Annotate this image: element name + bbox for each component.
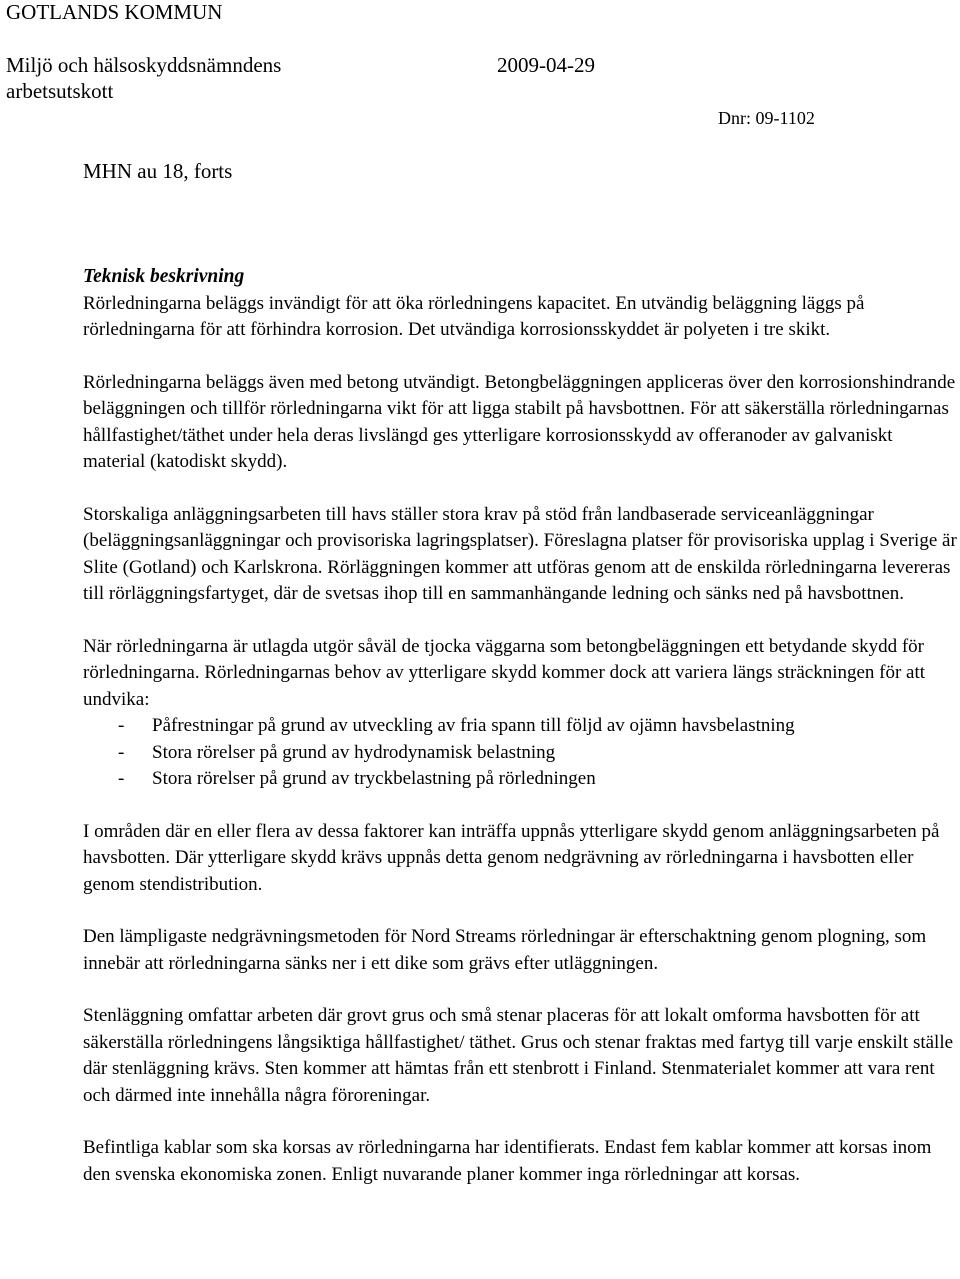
paragraph: Den lämpligaste nedgrävningsmetoden för Nord Streams rörledningar är efterschaktning genom plogning, som innebär att rörledningarna sänks ner i ett dike som grävs efter utläggningen. xyxy=(83,926,927,974)
document-date: 2009-04-29 xyxy=(497,53,595,77)
list-item: - Stora rörelser på grund av tryckbelastning på rörledningen xyxy=(83,766,958,793)
paragraph: Rörledningarna beläggs invändigt för att öka rörledningens kapacitet. En utvändig beläggning läggs på rörledningarna för att förhindra korrosion. Det utvändiga korrosionsskyddet är polyeten i tre skikt. xyxy=(83,292,865,340)
diary-number: Dnr: 09-1102 xyxy=(718,108,815,128)
section-reference: MHN au 18, forts xyxy=(83,159,233,183)
list-item: - Stora rörelser på grund av hydrodynamisk belastning xyxy=(83,740,958,767)
paragraph: När rörledningarna är utlagda utgör såväl de tjocka väggarna som betongbeläggningen ett betydande skydd för rörledningarna. Rörledningarnas behov av ytterligare skydd kommer dock att variera längs sträckningen för att undvika: xyxy=(83,635,926,710)
risk-list xyxy=(83,713,958,793)
organization-name: GOTLANDS KOMMUN xyxy=(6,0,223,24)
section-title: Teknisk beskrivning xyxy=(83,266,245,287)
document-body xyxy=(83,264,958,1214)
committee-text: Miljö och hälsoskyddsnämndens arbetsutskott xyxy=(6,53,282,103)
list-item: - Påfrestningar på grund av utveckling av fria spann till följd av ojämn havsbelastning xyxy=(83,713,958,740)
paragraph: Rörledningarna beläggs även med betong utvändigt. Betongbeläggningen appliceras över den korrosionshindrande beläggningen och tillför rörledningarna vikt för att ligga stabilt på havsbottnen. För att säkerställa rörledningarnas hållfastighet/täthet under hela deras livslängd ges ytterligare korrosionsskydd av offeranoder av galvaniskt material (katodiskt skydd). xyxy=(83,371,956,472)
paragraph: Storskaliga anläggningsarbeten till havs ställer stora krav på stöd från landbaserade serviceanläggningar (beläggningsanläggningar och provisoriska lagringsplatser). Föreslagna platser för provisoriska upplag i Sverige är Slite (Gotland) och Karlskrona. Rörläggningen kommer att utföras genom att de enskilda rörledningarna levereras till rörläggningsfartyget, där de svetsas ihop till en sammanhängande ledning och sänks ned på havsbottnen. xyxy=(83,503,957,604)
paragraph: I områden där en eller flera av dessa faktorer kan inträffa uppnås ytterligare skydd genom anläggningsarbeten på havsbotten. Där ytterligare skydd krävs uppnås detta genom nedgrävning av rörledningarna i havsbotten eller genom stendistribution. xyxy=(83,820,940,895)
committee-name xyxy=(6,52,336,104)
paragraph: Stenläggning omfattar arbeten där grovt grus och små stenar placeras för att lokalt omforma havsbotten för att säkerställa rörledningens långsiktiga hållfastighet/ täthet. Grus och stenar fraktas med fartyg till varje enskilt ställe där stenläggning krävs. Sten kommer att hämtas från ett stenbrott i Finland. Stenmaterialet kommer att vara rent och därmed inte innehålla några föroreningar. xyxy=(83,1005,954,1106)
paragraph: Befintliga kablar som ska korsas av rörledningarna har identifierats. Endast fem kablar kommer att korsas inom den svenska ekonomiska zonen. Enligt nuvarande planer kommer inga rörledningar att korsas. xyxy=(83,1137,932,1185)
